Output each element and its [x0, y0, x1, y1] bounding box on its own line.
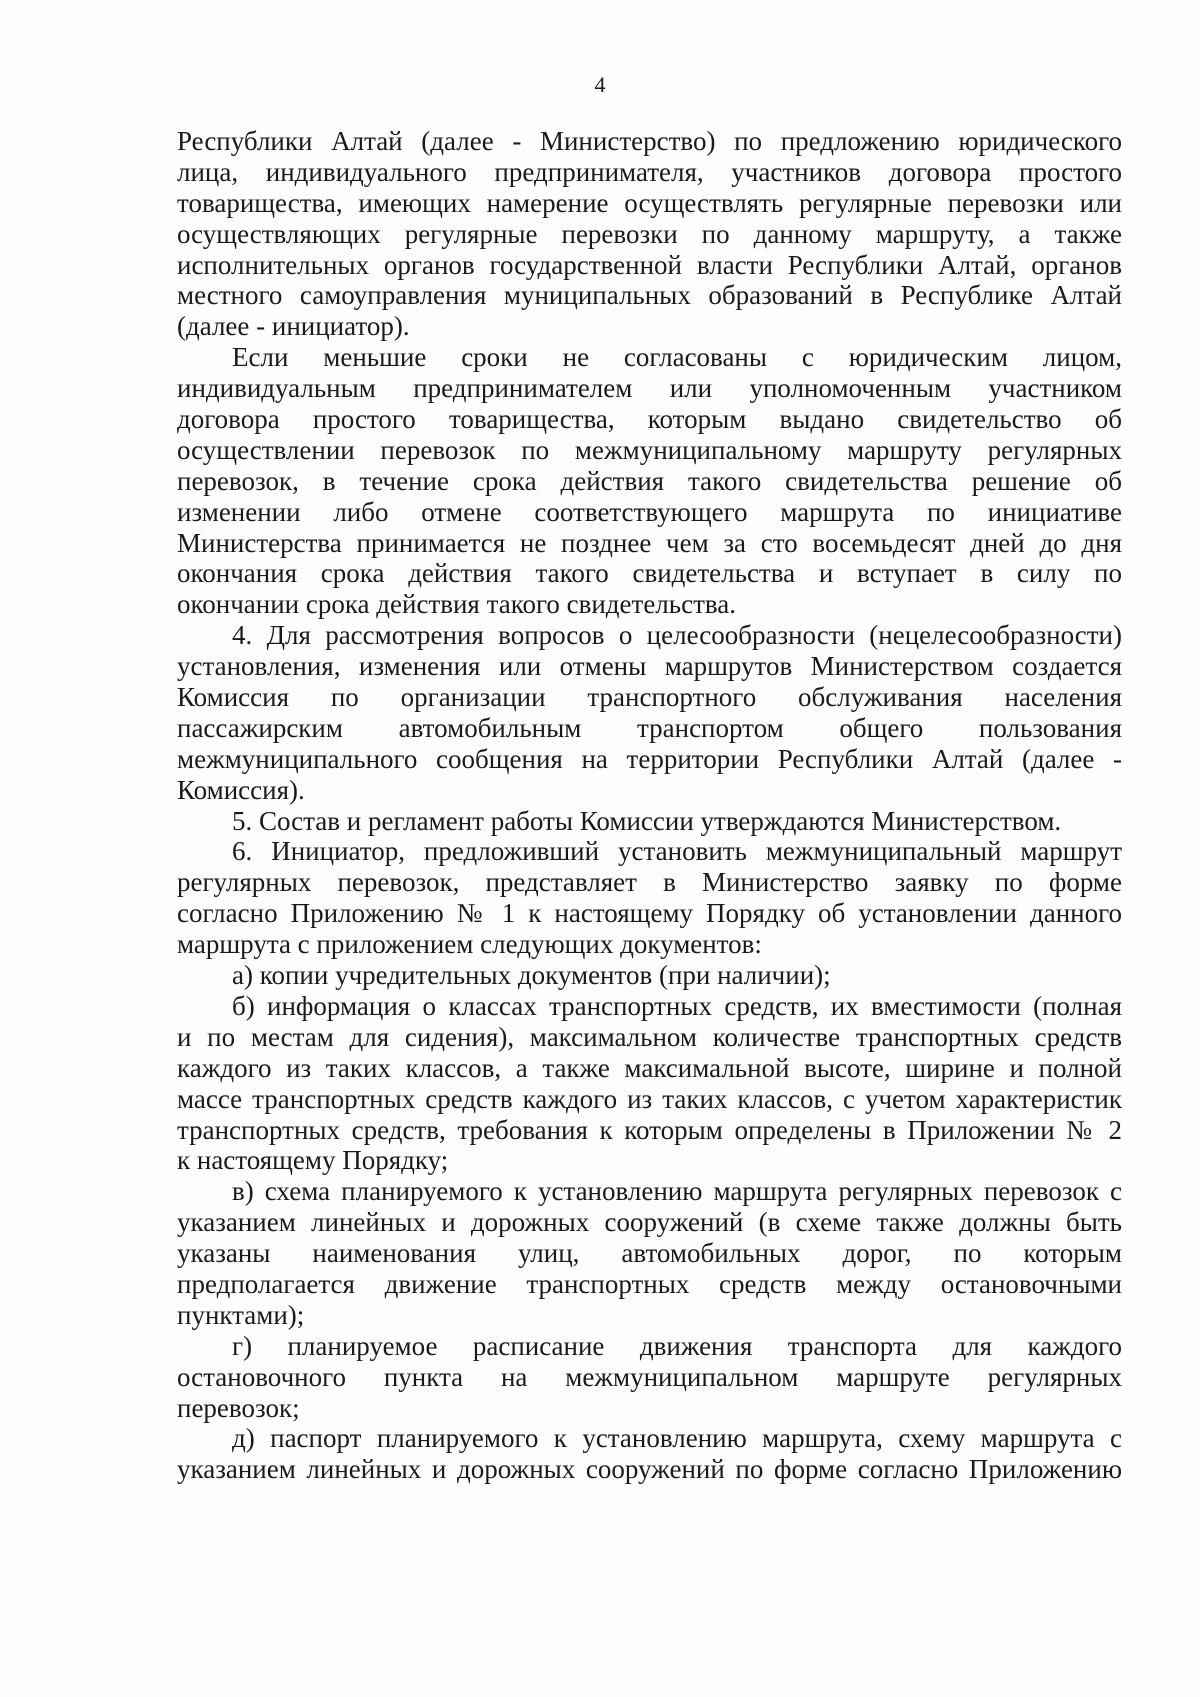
text-line: Республики Алтай (далее - Министерство) по предложению юридического [177, 126, 1122, 156]
text-line: согласно Приложению № 1 к настоящему Порядку об установлении данного [177, 898, 1122, 929]
text-line: изменении либо отмене соответствующего маршрута по инициативе [177, 496, 1122, 527]
text-line: товарищества, имеющих намерение осуществлять регулярные перевозки или [177, 187, 1122, 218]
text-line: Комиссия). [177, 774, 305, 805]
text-line: 4. Для рассмотрения вопросов о целесообразности (нецелесообразности) [232, 620, 1122, 651]
text-line: местного самоуправления муниципальных образований в Республике Алтай [177, 280, 1122, 311]
text-line: перевозок; [177, 1392, 300, 1423]
text-line: договора простого товарищества, которым выдано свидетельство об [177, 404, 1122, 435]
text-line: маршрута с приложением следующих документов: [177, 929, 762, 960]
text-line: межмуниципального сообщения на территории Республики Алтай (далее - [177, 743, 1122, 774]
text-line: пунктами); [177, 1299, 305, 1330]
text-line: остановочного пункта на межмуниципальном маршруте регулярных [177, 1361, 1122, 1392]
text-line: пассажирским автомобильным транспортом общего пользования [177, 712, 1122, 743]
text-line: б) информация о классах транспортных средств, их вместимости (полная [232, 990, 1122, 1021]
text-line: установления, изменения или отмены маршрутов Министерством создается [177, 651, 1122, 682]
text-line: указаны наименования улиц, автомобильных дорог, по которым [177, 1238, 1122, 1269]
text-line: массе транспортных средств каждого из таких классов, с учетом характеристик [177, 1083, 1122, 1114]
text-line: указанием линейных и дорожных сооружений по форме согласно Приложению [177, 1454, 1122, 1485]
text-line: осуществляющих регулярные перевозки по данному маршруту, а также [177, 218, 1122, 249]
text-line: лица, индивидуального предпринимателя, участников договора простого [177, 156, 1122, 187]
text-line: 6. Инициатор, предложивший установить межмуниципальный маршрут [232, 836, 1122, 867]
document-body [177, 126, 1122, 1485]
text-line: г) планируемое расписание движения транспорта для каждого [232, 1330, 1122, 1361]
text-line: и по местам для сидения), максимальном количестве транспортных средств [177, 1021, 1122, 1052]
text-line: д) паспорт планируемого к установлению маршрута, схему маршрута с [232, 1423, 1122, 1454]
text-line: индивидуальным предпринимателем или уполномоченным участником [177, 373, 1122, 404]
text-line: Комиссия по организации транспортного обслуживания населения [177, 682, 1122, 713]
text-line: в) схема планируемого к установлению маршрута регулярных перевозок с [232, 1176, 1122, 1207]
text-line: Если меньшие сроки не согласованы с юридическим лицом, [232, 342, 1122, 373]
text-line: (далее - инициатор). [177, 311, 410, 342]
text-line: окончании срока действия такого свидетельства. [177, 589, 736, 620]
text-line: транспортных средств, требования к которым определены в Приложении № 2 [177, 1114, 1122, 1145]
text-line: предполагается движение транспортных средств между остановочными [177, 1268, 1122, 1299]
text-line: указанием линейных и дорожных сооружений (в схеме также должны быть [177, 1207, 1122, 1238]
text-line: 5. Состав и регламент работы Комиссии утверждаются Министерством. [232, 805, 1062, 836]
text-line: а) копии учредительных документов (при наличии); [232, 960, 831, 991]
text-line: исполнительных органов государственной власти Республики Алтай, органов [177, 249, 1122, 280]
page-number: 4 [594, 72, 606, 97]
text-line: каждого из таких классов, а также максимальной высоте, ширине и полной [177, 1052, 1122, 1083]
text-line: перевозок, в течение срока действия такого свидетельства решение об [177, 465, 1122, 496]
text-line: Министерства принимается не позднее чем за сто восемьдесят дней до дня [177, 527, 1122, 558]
text-line: осуществлении перевозок по межмуниципальному маршруту регулярных [177, 434, 1122, 465]
text-line: регулярных перевозок, представляет в Министерство заявку по форме [177, 867, 1122, 898]
text-line: окончания срока действия такого свидетельства и вступает в силу по [177, 558, 1122, 589]
text-line: к настоящему Порядку; [177, 1145, 449, 1176]
